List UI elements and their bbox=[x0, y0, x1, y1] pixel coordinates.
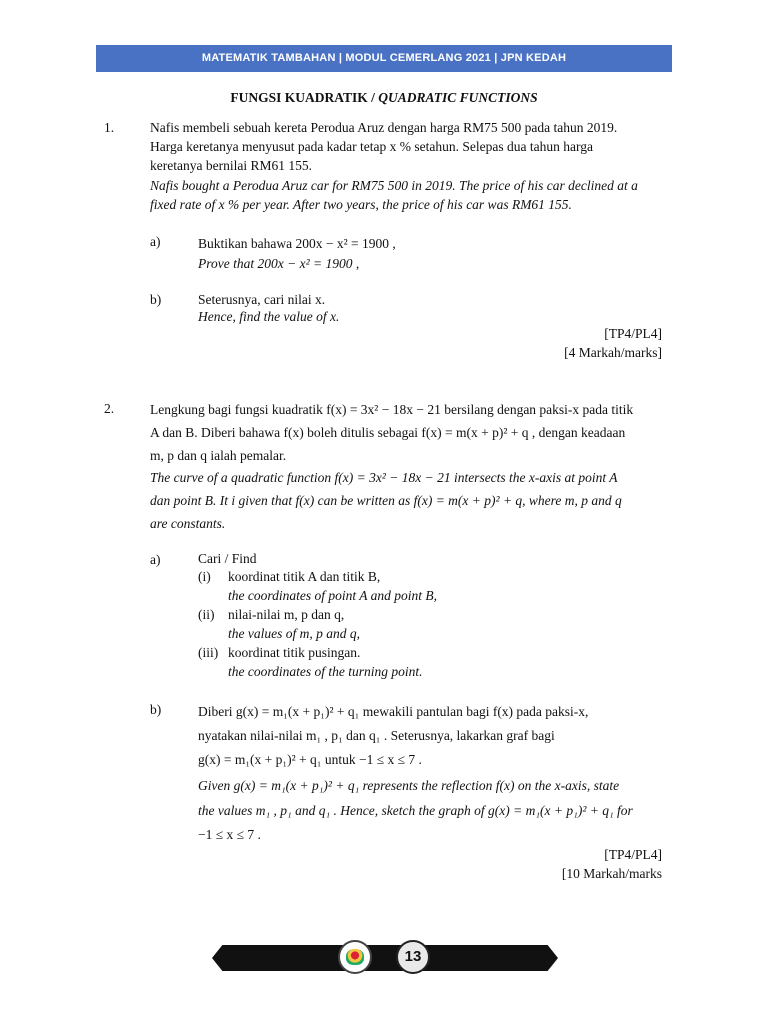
part-label: b) bbox=[150, 292, 162, 307]
page-title bbox=[0, 90, 768, 106]
q2b-malay-line-3: g(x) = m₁(x + p₁)² + q₁ untuk −1 ≤ x ≤ 7 . bbox=[198, 752, 422, 767]
q2-malay-line-2: A dan B. Diberi bahawa f(x) boleh ditulis sebagai f(x) = m(x + p)² + q , dengan keadaan bbox=[150, 425, 626, 440]
q2b-english-line-3: −1 ≤ x ≤ 7 . bbox=[198, 827, 261, 842]
q1b-english: Hence, find the value of x. bbox=[198, 309, 340, 324]
q2-english-line-1: The curve of a quadratic function f(x) = 3x² − 18x − 21 intersects the x-axis at point A bbox=[150, 470, 618, 485]
q2b-english-line-2: the values m₁ , p₁ and q₁ . Hence, sketch the graph of g(x) = m₁(x + p₁)² + q₁ for bbox=[198, 803, 633, 818]
q2a-heading: Cari / Find bbox=[198, 551, 257, 566]
q2-malay-line-1: Lengkung bagi fungsi kuadratik f(x) = 3x² − 18x − 21 bersilang dengan paksi-x pada titik bbox=[150, 402, 634, 417]
header-banner: MATEMATIK TAMBAHAN | MODUL CEMERLANG 2021 | JPN KEDAH bbox=[96, 45, 672, 72]
question-number: 2. bbox=[104, 401, 115, 416]
q2-marks: [10 Markah/marks bbox=[561, 866, 662, 881]
question-number: 1. bbox=[104, 120, 115, 135]
footer-bar bbox=[212, 945, 558, 971]
q1-english-line-2: fixed rate of x % per year. After two years, the price of his car was RM61 155. bbox=[150, 197, 572, 212]
q2aii-english: the values of m, p and q, bbox=[228, 626, 360, 641]
sub-part-label: (iii) bbox=[198, 645, 219, 660]
q1b-malay: Seterusnya, cari nilai x. bbox=[198, 292, 326, 307]
q1-english-line-1: Nafis bought a Perodua Aruz car for RM75 500 in 2019. The price of his car declined at a bbox=[150, 178, 638, 193]
q2-english-line-2: dan point B. It i given that f(x) can be written as f(x) = m(x + p)² + q, where m, p and q bbox=[150, 493, 622, 508]
sub-part-label: (i) bbox=[198, 569, 211, 584]
q2-english-line-3: are constants. bbox=[150, 516, 226, 531]
q2b-english-line-1: Given g(x) = m₁(x + p₁)² + q₁ represents the reflection f(x) on the x-axis, state bbox=[198, 778, 620, 793]
q1a-english: Prove that 200x − x² = 1900 , bbox=[198, 256, 360, 271]
q1-marks: [4 Markah/marks] bbox=[564, 345, 662, 360]
q2aii-malay: nilai-nilai m, p dan q, bbox=[228, 607, 345, 622]
q2b-malay-line-1: Diberi g(x) = m₁(x + p₁)² + q₁ mewakili pantulan bagi f(x) pada paksi-x, bbox=[198, 704, 589, 719]
q2ai-malay: koordinat titik A dan titik B, bbox=[228, 569, 381, 584]
q1-malay-line-2: Harga keretanya menyusut pada kadar tetap x % setahun. Selepas dua tahun harga bbox=[150, 139, 593, 154]
q1a-malay: Buktikan bahawa 200x − x² = 1900 , bbox=[198, 236, 396, 251]
sub-part-label: (ii) bbox=[198, 607, 215, 622]
jata-negara-logo bbox=[338, 940, 372, 974]
q2-malay-line-3: m, p dan q ialah pemalar. bbox=[150, 448, 287, 463]
q2-level-tag: [TP4/PL4] bbox=[604, 847, 662, 862]
q2aiii-english: the coordinates of the turning point. bbox=[228, 664, 423, 679]
q1-malay-line-3: keretanya bernilai RM61 155. bbox=[150, 158, 312, 173]
q2ai-english: the coordinates of point A and point B, bbox=[228, 588, 437, 603]
title-malay: FUNGSI KUADRATIK / bbox=[230, 90, 379, 105]
q2b-malay-line-2: nyatakan nilai-nilai m₁ , p₁ dan q₁ . Seterusnya, lakarkan graf bagi bbox=[198, 728, 555, 743]
part-label: a) bbox=[150, 234, 161, 249]
crest-icon bbox=[346, 949, 364, 965]
q1-level-tag: [TP4/PL4] bbox=[604, 326, 662, 341]
part-label: b) bbox=[150, 702, 162, 717]
page-number: 13 bbox=[396, 940, 430, 974]
title-english: QUADRATIC FUNCTIONS bbox=[378, 90, 538, 105]
q2aiii-malay: koordinat titik pusingan. bbox=[228, 645, 361, 660]
q1-malay-line-1: Nafis membeli sebuah kereta Perodua Aruz dengan harga RM75 500 pada tahun 2019. bbox=[150, 120, 618, 135]
part-label: a) bbox=[150, 552, 161, 567]
